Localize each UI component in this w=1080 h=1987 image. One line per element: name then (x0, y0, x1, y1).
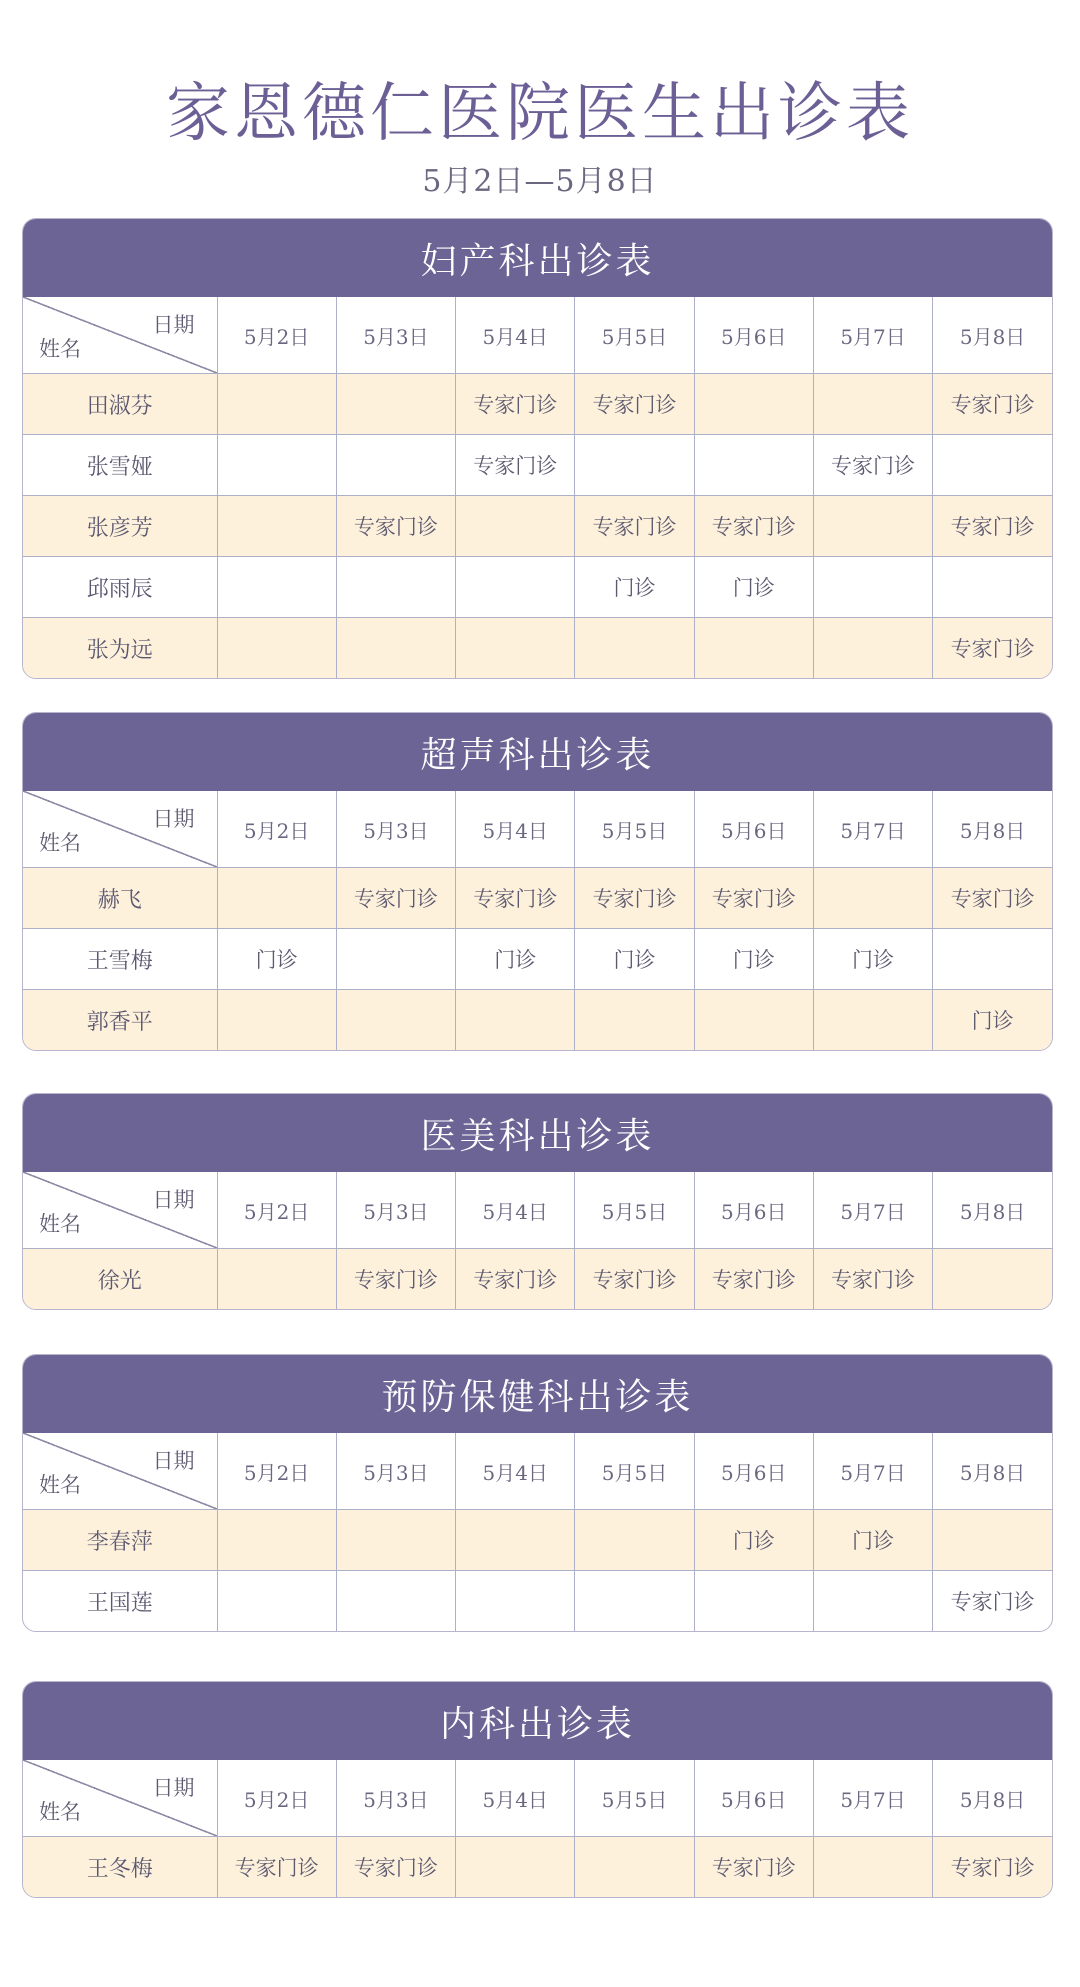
schedule-cell (575, 435, 694, 496)
schedule-cell (694, 1571, 813, 1632)
date-header-row (23, 297, 1052, 374)
schedule-cell (694, 990, 813, 1051)
schedule-table (23, 1172, 1052, 1309)
schedule-cell (575, 1837, 694, 1898)
corner-date-label: 日期 (152, 1449, 195, 1473)
schedule-cell (217, 435, 336, 496)
schedule-cell (933, 435, 1052, 496)
schedule-cell: 专家门诊 (950, 1590, 1035, 1614)
corner-name-label: 姓名 (39, 831, 81, 855)
date-header-cell: 5月6日 (694, 791, 813, 868)
schedule-cell (813, 868, 932, 929)
doctor-name-cell: 李春萍 (23, 1510, 217, 1571)
schedule-cell (813, 618, 932, 679)
schedule-cell (217, 1249, 336, 1310)
schedule-cell (694, 618, 813, 679)
dept-section-obstetrics (22, 218, 1053, 679)
corner-header-cell (23, 1172, 217, 1249)
schedule-cell (575, 1510, 694, 1571)
schedule-cell: 门诊 (694, 557, 813, 618)
schedule-cell (694, 374, 813, 435)
date-header-cell: 5月2日 (217, 1433, 336, 1510)
schedule-cell (456, 1837, 575, 1898)
schedule-table (23, 791, 1052, 1050)
doctor-name-cell: 田淑芬 (23, 374, 217, 435)
table-row (23, 435, 1052, 496)
schedule-cell: 专家门诊 (813, 1249, 932, 1310)
doctor-name-cell: 王国莲 (23, 1571, 217, 1632)
schedule-cell (336, 1571, 455, 1632)
date-header-cell: 5月2日 (217, 791, 336, 868)
schedule-cell: 专家门诊 (694, 496, 813, 557)
date-header-cell: 5月4日 (456, 1760, 575, 1837)
corner-date-label: 日期 (152, 1776, 195, 1800)
doctor-name-cell: 王雪梅 (23, 929, 217, 990)
schedule-cell (456, 496, 575, 557)
schedule-cell (336, 435, 455, 496)
date-header-cell: 5月2日 (217, 297, 336, 374)
date-header-row (23, 791, 1052, 868)
schedule-cell (456, 990, 575, 1051)
table-row (23, 374, 1052, 435)
schedule-cell: 专家门诊 (217, 1837, 336, 1898)
date-header-cell: 5月7日 (813, 1172, 932, 1249)
schedule-cell (217, 557, 336, 618)
schedule-table (23, 1760, 1052, 1897)
doctor-name-cell: 赫飞 (23, 868, 217, 929)
section-header: 内科出诊表 (23, 1682, 1052, 1760)
schedule-cell (813, 374, 932, 435)
schedule-cell (217, 1510, 336, 1571)
date-header-cell: 5月7日 (813, 297, 932, 374)
schedule-cell (336, 1510, 455, 1571)
date-header-cell: 5月5日 (575, 1172, 694, 1249)
date-header-cell: 5月7日 (813, 1433, 932, 1510)
corner-header-cell (23, 1760, 217, 1837)
date-header-cell: 5月3日 (336, 791, 455, 868)
schedule-cell: 专家门诊 (575, 496, 694, 557)
dept-section-preventive (22, 1354, 1053, 1632)
schedule-cell: 专家门诊 (933, 618, 1052, 679)
schedule-table (23, 297, 1052, 678)
table-row (23, 1837, 1052, 1898)
date-header-cell: 5月3日 (336, 1433, 455, 1510)
corner-date-label: 日期 (152, 1188, 195, 1212)
corner-date-label: 日期 (152, 807, 195, 831)
schedule-cell: 专家门诊 (575, 1249, 694, 1310)
table-row (23, 929, 1052, 990)
date-header-cell: 5月5日 (575, 1433, 694, 1510)
corner-header-cell (23, 297, 217, 374)
date-header-row (23, 1172, 1052, 1249)
schedule-cell (456, 618, 575, 679)
schedule-table (23, 1433, 1052, 1631)
date-header-cell: 5月3日 (336, 297, 455, 374)
date-header-cell: 5月8日 (933, 297, 1052, 374)
corner-name-label: 姓名 (39, 1212, 81, 1236)
schedule-cell: 门诊 (456, 929, 575, 990)
doctor-name-cell: 张为远 (23, 618, 217, 679)
date-header-cell: 5月8日 (933, 1433, 1052, 1510)
schedule-cell: 专家门诊 (813, 435, 932, 496)
date-header-cell: 5月5日 (575, 1760, 694, 1837)
schedule-cell: 专家门诊 (694, 1249, 813, 1310)
schedule-cell (575, 1571, 694, 1632)
schedule-cell (933, 1510, 1052, 1571)
date-header-row (23, 1433, 1052, 1510)
corner-date-label: 日期 (152, 313, 195, 337)
schedule-cell: 专家门诊 (336, 496, 455, 557)
dept-section-cosmetic (22, 1093, 1053, 1310)
table-row (23, 496, 1052, 557)
section-header: 超声科出诊表 (23, 713, 1052, 791)
schedule-cell (813, 1571, 932, 1632)
schedule-cell: 门诊 (217, 929, 336, 990)
schedule-cell: 专家门诊 (336, 1249, 455, 1310)
section-header: 医美科出诊表 (23, 1094, 1052, 1172)
date-header-cell: 5月4日 (456, 297, 575, 374)
date-header-cell: 5月7日 (813, 1760, 932, 1837)
schedule-cell (217, 496, 336, 557)
schedule-cell (456, 557, 575, 618)
doctor-name-cell: 邱雨辰 (23, 557, 217, 618)
table-row (23, 990, 1052, 1051)
schedule-cell (694, 435, 813, 496)
table-row (23, 1571, 1052, 1632)
date-header-cell: 5月4日 (456, 791, 575, 868)
schedule-cell: 专家门诊 (456, 374, 575, 435)
section-header: 预防保健科出诊表 (23, 1355, 1052, 1433)
doctor-name-cell: 郭香平 (23, 990, 217, 1051)
schedule-cell (933, 557, 1052, 618)
date-header-cell: 5月3日 (336, 1172, 455, 1249)
date-header-cell: 5月6日 (694, 1433, 813, 1510)
schedule-cell: 专家门诊 (575, 374, 694, 435)
date-header-cell: 5月6日 (694, 1172, 813, 1249)
schedule-cell: 专家门诊 (456, 435, 575, 496)
schedule-cell: 专家门诊 (456, 1249, 575, 1310)
corner-name-label: 姓名 (39, 337, 81, 361)
schedule-cell (933, 1249, 1052, 1310)
section-header: 妇产科出诊表 (23, 219, 1052, 297)
date-header-cell: 5月3日 (336, 1760, 455, 1837)
schedule-cell (217, 374, 336, 435)
schedule-cell (575, 990, 694, 1051)
date-header-cell: 5月6日 (694, 297, 813, 374)
corner-header-cell (23, 791, 217, 868)
dept-section-internal (22, 1681, 1053, 1898)
schedule-cell: 专家门诊 (456, 868, 575, 929)
date-header-cell: 5月6日 (694, 1760, 813, 1837)
schedule-cell (813, 557, 932, 618)
date-header-row (23, 1760, 1052, 1837)
schedule-cell (336, 557, 455, 618)
corner-name-label: 姓名 (39, 1800, 81, 1824)
table-row (23, 618, 1052, 679)
schedule-cell (575, 618, 694, 679)
corner-header-cell (23, 1433, 217, 1510)
schedule-cell: 专家门诊 (694, 868, 813, 929)
date-header-cell: 5月8日 (933, 1172, 1052, 1249)
schedule-cell (217, 618, 336, 679)
dept-section-ultrasound (22, 712, 1053, 1051)
date-header-cell: 5月4日 (456, 1433, 575, 1510)
schedule-cell (456, 1571, 575, 1632)
schedule-cell: 门诊 (694, 929, 813, 990)
schedule-cell (456, 1510, 575, 1571)
schedule-cell: 专家门诊 (933, 374, 1052, 435)
page-title: 家恩德仁医院医生出诊表 (166, 77, 914, 151)
schedule-cell: 专家门诊 (933, 496, 1052, 557)
schedule-cell: 专家门诊 (336, 868, 455, 929)
schedule-cell: 专家门诊 (933, 1837, 1052, 1898)
table-row (23, 1510, 1052, 1571)
date-header-cell: 5月2日 (217, 1172, 336, 1249)
date-header-cell: 5月5日 (575, 791, 694, 868)
schedule-cell: 专家门诊 (933, 868, 1052, 929)
schedule-cell (217, 1571, 336, 1632)
schedule-cell (933, 929, 1052, 990)
schedule-cell: 专家门诊 (575, 868, 694, 929)
doctor-name-cell: 张彦芳 (23, 496, 217, 557)
page-subtitle: 5月2日—5月8日 (422, 164, 658, 199)
schedule-cell: 专家门诊 (694, 1837, 813, 1898)
schedule-cell: 门诊 (694, 1510, 813, 1571)
schedule-cell: 门诊 (813, 1510, 932, 1571)
schedule-cell (217, 868, 336, 929)
schedule-cell (813, 496, 932, 557)
schedule-cell (813, 990, 932, 1051)
schedule-cell (813, 1837, 932, 1898)
corner-name-label: 姓名 (39, 1473, 81, 1497)
schedule-cell: 门诊 (575, 929, 694, 990)
schedule-cell: 专家门诊 (336, 1837, 455, 1898)
doctor-name-cell: 徐光 (23, 1249, 217, 1310)
schedule-cell (336, 929, 455, 990)
date-header-cell: 5月2日 (217, 1760, 336, 1837)
table-row (23, 557, 1052, 618)
doctor-name-cell: 王冬梅 (23, 1837, 217, 1898)
schedule-cell (336, 374, 455, 435)
schedule-cell: 门诊 (575, 557, 694, 618)
schedule-cell: 门诊 (813, 929, 932, 990)
date-header-cell: 5月4日 (456, 1172, 575, 1249)
date-header-cell: 5月5日 (575, 297, 694, 374)
date-header-cell: 5月7日 (813, 791, 932, 868)
table-row (23, 1249, 1052, 1310)
date-header-cell: 5月8日 (933, 791, 1052, 868)
doctor-name-cell: 张雪娅 (23, 435, 217, 496)
date-header-cell: 5月8日 (933, 1760, 1052, 1837)
table-row (23, 868, 1052, 929)
schedule-cell (217, 990, 336, 1051)
schedule-cell (336, 990, 455, 1051)
schedule-cell: 门诊 (933, 990, 1052, 1051)
schedule-cell (336, 618, 455, 679)
